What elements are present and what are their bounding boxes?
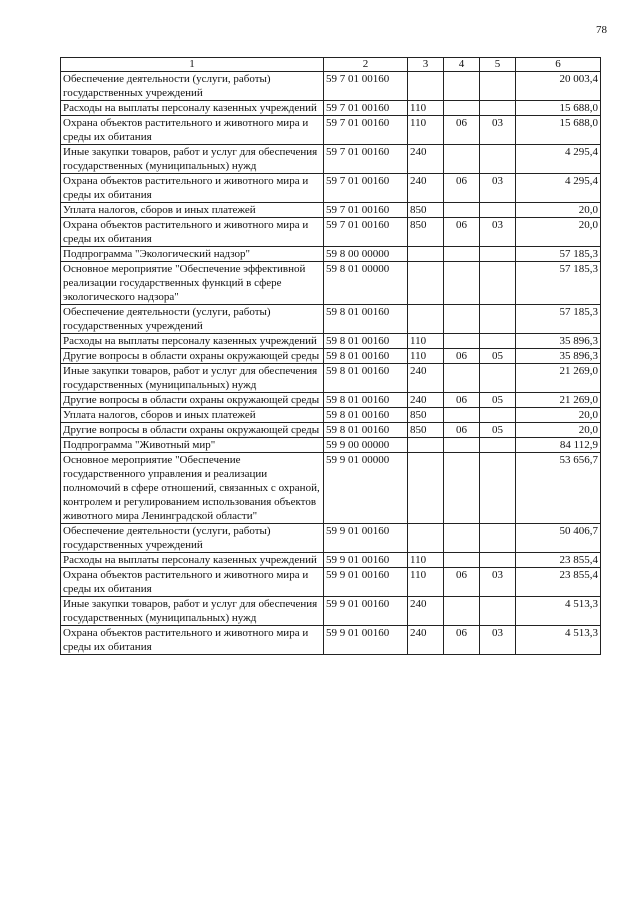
amount-cell: 53 656,7 (516, 453, 601, 524)
section-cell: 06 (444, 568, 480, 597)
table-row (61, 174, 601, 203)
section-cell: 06 (444, 218, 480, 247)
amount-cell: 20,0 (516, 218, 601, 247)
table-row (61, 145, 601, 174)
expense-type-cell: 110 (408, 349, 444, 364)
section-cell: 06 (444, 626, 480, 655)
section-cell (444, 101, 480, 116)
table-row (61, 305, 601, 334)
section-cell (444, 408, 480, 423)
table-row (61, 334, 601, 349)
amount-cell: 20 003,4 (516, 72, 601, 101)
table-row (61, 101, 601, 116)
section-cell (444, 262, 480, 305)
page-number: 78 (596, 24, 607, 36)
header-cell-5: 5 (480, 58, 516, 72)
amount-cell: 4 295,4 (516, 174, 601, 203)
subsection-cell (480, 145, 516, 174)
expense-type-cell: 240 (408, 364, 444, 393)
item-name-cell: Обеспечение деятельности (услуги, работы) государственных учреждений (61, 72, 324, 101)
subsection-cell: 03 (480, 116, 516, 145)
expense-type-cell: 110 (408, 101, 444, 116)
section-cell (444, 72, 480, 101)
table-row (61, 393, 601, 408)
amount-cell: 21 269,0 (516, 364, 601, 393)
amount-cell: 20,0 (516, 408, 601, 423)
section-cell (444, 597, 480, 626)
target-code-cell: 59 8 01 00000 (324, 262, 408, 305)
header-cell-4: 4 (444, 58, 480, 72)
header-cell-6: 6 (516, 58, 601, 72)
table-row (61, 553, 601, 568)
item-name-cell: Уплата налогов, сборов и иных платежей (61, 408, 324, 423)
target-code-cell: 59 7 01 00160 (324, 116, 408, 145)
amount-cell: 4 513,3 (516, 597, 601, 626)
amount-cell: 35 896,3 (516, 334, 601, 349)
table-row (61, 218, 601, 247)
item-name-cell: Основное мероприятие "Обеспечение эффективной реализации государственных функций в сфере экологического надзора" (61, 262, 324, 305)
item-name-cell: Другие вопросы в области охраны окружающей среды (61, 393, 324, 408)
target-code-cell: 59 9 01 00160 (324, 568, 408, 597)
target-code-cell: 59 9 01 00160 (324, 524, 408, 553)
expense-type-cell: 240 (408, 145, 444, 174)
expense-type-cell: 240 (408, 174, 444, 203)
item-name-cell: Обеспечение деятельности (услуги, работы) государственных учреждений (61, 305, 324, 334)
subsection-cell (480, 553, 516, 568)
section-cell (444, 438, 480, 453)
table-row (61, 349, 601, 364)
subsection-cell (480, 72, 516, 101)
table-row (61, 247, 601, 262)
section-cell: 06 (444, 174, 480, 203)
table-row (61, 438, 601, 453)
section-cell: 06 (444, 116, 480, 145)
target-code-cell: 59 7 01 00160 (324, 174, 408, 203)
amount-cell: 20,0 (516, 423, 601, 438)
target-code-cell: 59 9 01 00000 (324, 453, 408, 524)
target-code-cell: 59 8 01 00160 (324, 423, 408, 438)
subsection-cell (480, 262, 516, 305)
table-row (61, 408, 601, 423)
subsection-cell (480, 408, 516, 423)
expense-type-cell: 110 (408, 116, 444, 145)
expense-type-cell: 850 (408, 203, 444, 218)
subsection-cell (480, 453, 516, 524)
subsection-cell (480, 524, 516, 553)
amount-cell: 4 295,4 (516, 145, 601, 174)
amount-cell: 21 269,0 (516, 393, 601, 408)
budget-table (60, 57, 601, 655)
table-row (61, 568, 601, 597)
section-cell (444, 247, 480, 262)
section-cell (444, 305, 480, 334)
table-row (61, 364, 601, 393)
item-name-cell: Охрана объектов растительного и животного мира и среды их обитания (61, 218, 324, 247)
item-name-cell: Уплата налогов, сборов и иных платежей (61, 203, 324, 218)
target-code-cell: 59 7 01 00160 (324, 203, 408, 218)
expense-type-cell: 240 (408, 393, 444, 408)
target-code-cell: 59 8 01 00160 (324, 305, 408, 334)
table-row (61, 72, 601, 101)
item-name-cell: Охрана объектов растительного и животного мира и среды их обитания (61, 568, 324, 597)
target-code-cell: 59 8 01 00160 (324, 408, 408, 423)
target-code-cell: 59 8 01 00160 (324, 334, 408, 349)
expense-type-cell: 240 (408, 626, 444, 655)
section-cell (444, 553, 480, 568)
subsection-cell: 03 (480, 626, 516, 655)
table-row (61, 116, 601, 145)
target-code-cell: 59 8 00 00000 (324, 247, 408, 262)
expense-type-cell (408, 524, 444, 553)
table-row (61, 262, 601, 305)
item-name-cell: Другие вопросы в области охраны окружающей среды (61, 423, 324, 438)
subsection-cell: 05 (480, 393, 516, 408)
subsection-cell: 03 (480, 568, 516, 597)
header-cell-3: 3 (408, 58, 444, 72)
item-name-cell: Подпрограмма "Животный мир" (61, 438, 324, 453)
section-cell (444, 453, 480, 524)
item-name-cell: Основное мероприятие "Обеспечение государственного управления и реализации полномочий в сфере отношений, связанных с охраной, контролем и регулированием использования объектов животного мира Ленинградской области" (61, 453, 324, 524)
subsection-cell: 05 (480, 423, 516, 438)
expense-type-cell (408, 305, 444, 334)
expense-type-cell: 850 (408, 218, 444, 247)
expense-type-cell (408, 438, 444, 453)
target-code-cell: 59 8 01 00160 (324, 349, 408, 364)
target-code-cell: 59 9 01 00160 (324, 553, 408, 568)
target-code-cell: 59 7 01 00160 (324, 72, 408, 101)
amount-cell: 84 112,9 (516, 438, 601, 453)
amount-cell: 15 688,0 (516, 101, 601, 116)
subsection-cell (480, 247, 516, 262)
subsection-cell (480, 597, 516, 626)
table-row (61, 203, 601, 218)
amount-cell: 57 185,3 (516, 305, 601, 334)
expense-type-cell (408, 247, 444, 262)
amount-cell: 57 185,3 (516, 247, 601, 262)
expense-type-cell: 240 (408, 597, 444, 626)
target-code-cell: 59 7 01 00160 (324, 101, 408, 116)
subsection-cell (480, 364, 516, 393)
subsection-cell (480, 203, 516, 218)
section-cell (444, 203, 480, 218)
target-code-cell: 59 7 01 00160 (324, 218, 408, 247)
subsection-cell (480, 334, 516, 349)
expense-type-cell: 110 (408, 334, 444, 349)
section-cell (444, 334, 480, 349)
amount-cell: 50 406,7 (516, 524, 601, 553)
subsection-cell: 05 (480, 349, 516, 364)
item-name-cell: Другие вопросы в области охраны окружающей среды (61, 349, 324, 364)
target-code-cell: 59 9 01 00160 (324, 626, 408, 655)
subsection-cell (480, 101, 516, 116)
expense-type-cell: 850 (408, 408, 444, 423)
header-cell-1: 1 (61, 58, 324, 72)
subsection-cell (480, 438, 516, 453)
table-row (61, 626, 601, 655)
amount-cell: 4 513,3 (516, 626, 601, 655)
target-code-cell: 59 8 01 00160 (324, 393, 408, 408)
subsection-cell: 03 (480, 174, 516, 203)
expense-type-cell: 110 (408, 553, 444, 568)
item-name-cell: Иные закупки товаров, работ и услуг для обеспечения государственных (муниципальных) нужд (61, 145, 324, 174)
section-cell: 06 (444, 393, 480, 408)
item-name-cell: Обеспечение деятельности (услуги, работы) государственных учреждений (61, 524, 324, 553)
item-name-cell: Расходы на выплаты персоналу казенных учреждений (61, 101, 324, 116)
expense-type-cell (408, 453, 444, 524)
item-name-cell: Иные закупки товаров, работ и услуг для обеспечения государственных (муниципальных) нужд (61, 364, 324, 393)
item-name-cell: Подпрограмма "Экологический надзор" (61, 247, 324, 262)
target-code-cell: 59 9 01 00160 (324, 597, 408, 626)
table-row (61, 423, 601, 438)
section-cell (444, 145, 480, 174)
subsection-cell: 03 (480, 218, 516, 247)
header-row (61, 58, 601, 72)
expense-type-cell (408, 72, 444, 101)
amount-cell: 20,0 (516, 203, 601, 218)
subsection-cell (480, 305, 516, 334)
amount-cell: 57 185,3 (516, 262, 601, 305)
section-cell: 06 (444, 423, 480, 438)
target-code-cell: 59 9 00 00000 (324, 438, 408, 453)
item-name-cell: Охрана объектов растительного и животного мира и среды их обитания (61, 626, 324, 655)
section-cell (444, 364, 480, 393)
table-row (61, 524, 601, 553)
item-name-cell: Расходы на выплаты персоналу казенных учреждений (61, 334, 324, 349)
section-cell (444, 524, 480, 553)
item-name-cell: Расходы на выплаты персоналу казенных учреждений (61, 553, 324, 568)
amount-cell: 35 896,3 (516, 349, 601, 364)
amount-cell: 15 688,0 (516, 116, 601, 145)
expense-type-cell: 110 (408, 568, 444, 597)
table-row (61, 597, 601, 626)
header-cell-2: 2 (324, 58, 408, 72)
item-name-cell: Охрана объектов растительного и животного мира и среды их обитания (61, 174, 324, 203)
target-code-cell: 59 7 01 00160 (324, 145, 408, 174)
item-name-cell: Иные закупки товаров, работ и услуг для обеспечения государственных (муниципальных) нужд (61, 597, 324, 626)
expense-type-cell (408, 262, 444, 305)
section-cell: 06 (444, 349, 480, 364)
table-row (61, 453, 601, 524)
item-name-cell: Охрана объектов растительного и животного мира и среды их обитания (61, 116, 324, 145)
expense-type-cell: 850 (408, 423, 444, 438)
amount-cell: 23 855,4 (516, 568, 601, 597)
amount-cell: 23 855,4 (516, 553, 601, 568)
target-code-cell: 59 8 01 00160 (324, 364, 408, 393)
